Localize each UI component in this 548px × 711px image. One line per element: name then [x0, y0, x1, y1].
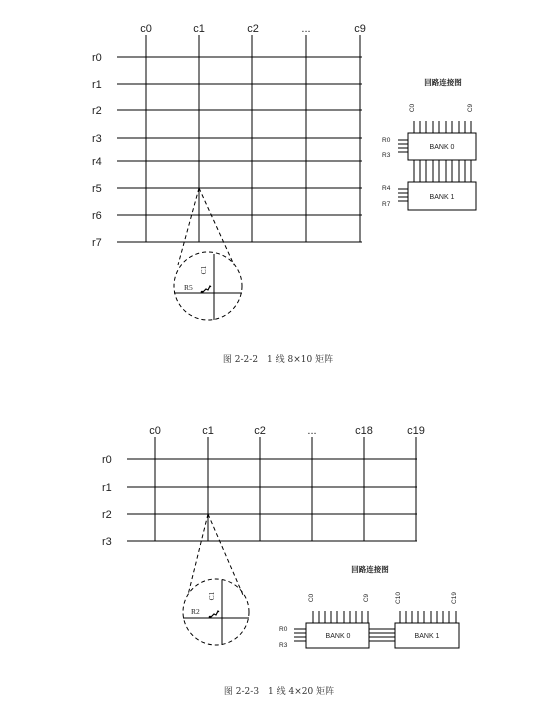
f2-col-label: c0 — [149, 425, 161, 437]
f1-bank0-row-bottom: R3 — [382, 152, 391, 159]
f2-row-label: r3 — [102, 536, 112, 548]
f2-col-label: c18 — [355, 425, 373, 437]
f1-switch-icon — [202, 286, 211, 293]
f2-bank-title: 回路连接图 — [351, 565, 389, 574]
f1-row-label: r7 — [92, 237, 102, 249]
f2-row-bottom: R3 — [279, 642, 288, 649]
f1-row-label: r4 — [92, 156, 102, 168]
f1-bank1-row-pins — [398, 189, 408, 201]
f1-col-label: ... — [301, 23, 311, 35]
f2-bank1-pin-left: C10 — [395, 592, 402, 604]
f1-switch-dot — [201, 291, 204, 294]
f1-bank1-row-top: R4 — [382, 185, 391, 192]
f2-bank1-pins-top — [400, 611, 456, 623]
f1-bank-title: 回路连接图 — [424, 78, 462, 87]
figure1-matrix — [117, 35, 362, 242]
f2-col-label: c1 — [202, 425, 214, 437]
f1-bank0-row-pins — [398, 140, 408, 152]
f2-zoom-callout — [183, 514, 249, 645]
f2-row-top: R0 — [279, 626, 288, 633]
f2-row-label: r1 — [102, 482, 112, 494]
f2-zoom-row-label: R2 — [191, 607, 200, 616]
f1-row-label: r1 — [92, 79, 102, 91]
f1-row-label: r3 — [92, 133, 102, 145]
f1-col-label: c2 — [247, 23, 259, 35]
f2-bank0-pins-top — [313, 611, 368, 623]
f2-row-label: r2 — [102, 509, 112, 521]
f1-row-label: r2 — [92, 105, 102, 117]
f1-row-label: r0 — [92, 52, 102, 64]
f1-pin-left-label: C0 — [409, 103, 416, 113]
f1-bank-pins-top — [414, 121, 471, 133]
f1-zoom-leader-left — [178, 188, 199, 265]
f1-zoom-col-label: C1 — [199, 265, 208, 275]
f2-zoom-col-label: C1 — [207, 591, 216, 601]
f2-zoom-leader-left — [188, 514, 208, 595]
f1-zoom-row-label: R5 — [184, 283, 193, 292]
f2-bank0-label: BANK 0 — [325, 633, 351, 640]
f2-bank0-pin-right: C9 — [363, 593, 370, 603]
f2-col-label: ... — [307, 425, 317, 437]
f1-col-label: c1 — [193, 23, 205, 35]
f1-zoom-callout — [174, 188, 242, 320]
f2-bank1-label: BANK 1 — [414, 633, 440, 640]
f2-bank1-pin-right: C19 — [451, 592, 458, 604]
f1-bank0-row-top: R0 — [382, 137, 391, 144]
f2-zoom-leader-right — [208, 514, 243, 595]
f2-row-pins-left — [294, 629, 306, 641]
f1-bank0-label: BANK 0 — [429, 144, 455, 151]
f2-switch-dot — [209, 616, 212, 619]
f2-row-label: r0 — [102, 454, 112, 466]
f1-bank1-label: BANK 1 — [429, 194, 455, 201]
figure2-matrix — [127, 437, 417, 541]
f2-switch-icon — [210, 611, 219, 618]
f2-col-label: c2 — [254, 425, 266, 437]
f1-caption: 图 2-2-2 1 线 8×10 矩阵 — [222, 355, 334, 365]
f2-bank-links — [369, 629, 395, 641]
f2-bank0-pin-left: C0 — [308, 593, 315, 603]
f1-row-label: r5 — [92, 183, 102, 195]
f2-caption: 图 2-2-3 1 线 4×20 矩阵 — [223, 687, 335, 697]
f1-col-label: c0 — [140, 23, 152, 35]
f2-col-label: c19 — [407, 425, 425, 437]
f1-bank-links — [414, 160, 471, 182]
f1-bank1-row-bottom: R7 — [382, 201, 391, 208]
f1-row-label: r6 — [92, 210, 102, 222]
f1-col-label: c9 — [354, 23, 366, 35]
f1-pin-right-label: C9 — [467, 103, 474, 113]
